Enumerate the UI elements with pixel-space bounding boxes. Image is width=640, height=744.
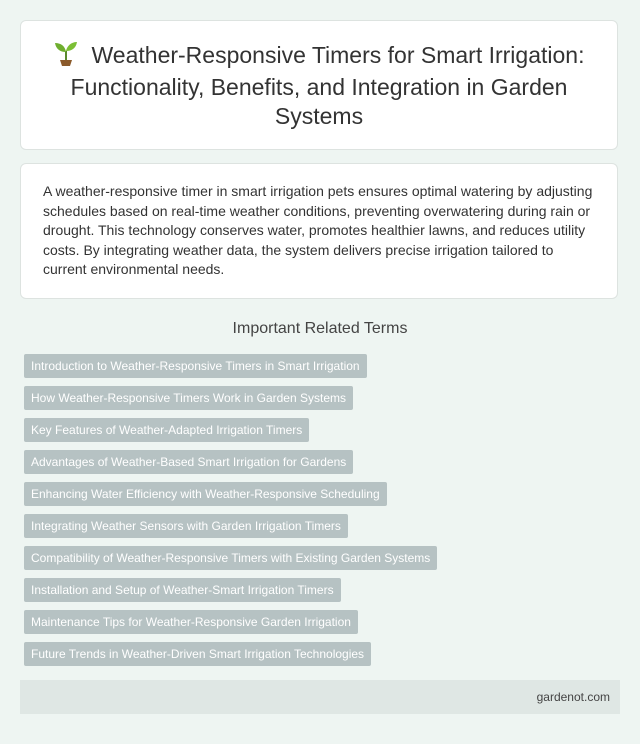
related-term-link[interactable]: Compatibility of Weather-Responsive Timers with Existing Garden Systems bbox=[24, 546, 437, 570]
description-text: A weather-responsive timer in smart irrigation pets ensures optimal watering by adjusting schedules based on real-time weather conditions, preventing overwatering during rain or drought. This technology conserves water, promotes healthier lawns, and reduces utility costs. By integrating weather data, the system delivers precise irrigation tailored to current environmental needs. bbox=[43, 183, 593, 277]
description-card bbox=[20, 163, 618, 299]
related-term-link[interactable]: How Weather-Responsive Timers Work in Garden Systems bbox=[24, 386, 353, 410]
page-title bbox=[21, 40, 617, 131]
title-text: Weather-Responsive Timers for Smart Irrigation: Functionality, Benefits, and Integration in Garden Systems bbox=[70, 41, 585, 129]
related-term-link[interactable]: Maintenance Tips for Weather-Responsive Garden Irrigation bbox=[24, 610, 358, 634]
related-term-link[interactable]: Advantages of Weather-Based Smart Irrigation for Gardens bbox=[24, 450, 353, 474]
title-card bbox=[20, 20, 618, 150]
related-term-link[interactable]: Introduction to Weather-Responsive Timers in Smart Irrigation bbox=[24, 354, 367, 378]
related-term-link[interactable]: Integrating Weather Sensors with Garden Irrigation Timers bbox=[24, 514, 348, 538]
related-term-link[interactable]: Installation and Setup of Weather-Smart Irrigation Timers bbox=[24, 578, 341, 602]
related-terms-heading: Important Related Terms bbox=[232, 320, 408, 337]
related-term-link[interactable]: Enhancing Water Efficiency with Weather-Responsive Scheduling bbox=[24, 482, 387, 506]
related-terms-list bbox=[24, 354, 437, 674]
sprout-icon bbox=[54, 40, 78, 73]
related-term-link[interactable]: Future Trends in Weather-Driven Smart Irrigation Technologies bbox=[24, 642, 371, 666]
related-term-link[interactable]: Key Features of Weather-Adapted Irrigation Timers bbox=[24, 418, 309, 442]
footer-site-link[interactable]: gardenot.com bbox=[536, 690, 610, 704]
footer bbox=[20, 680, 620, 714]
